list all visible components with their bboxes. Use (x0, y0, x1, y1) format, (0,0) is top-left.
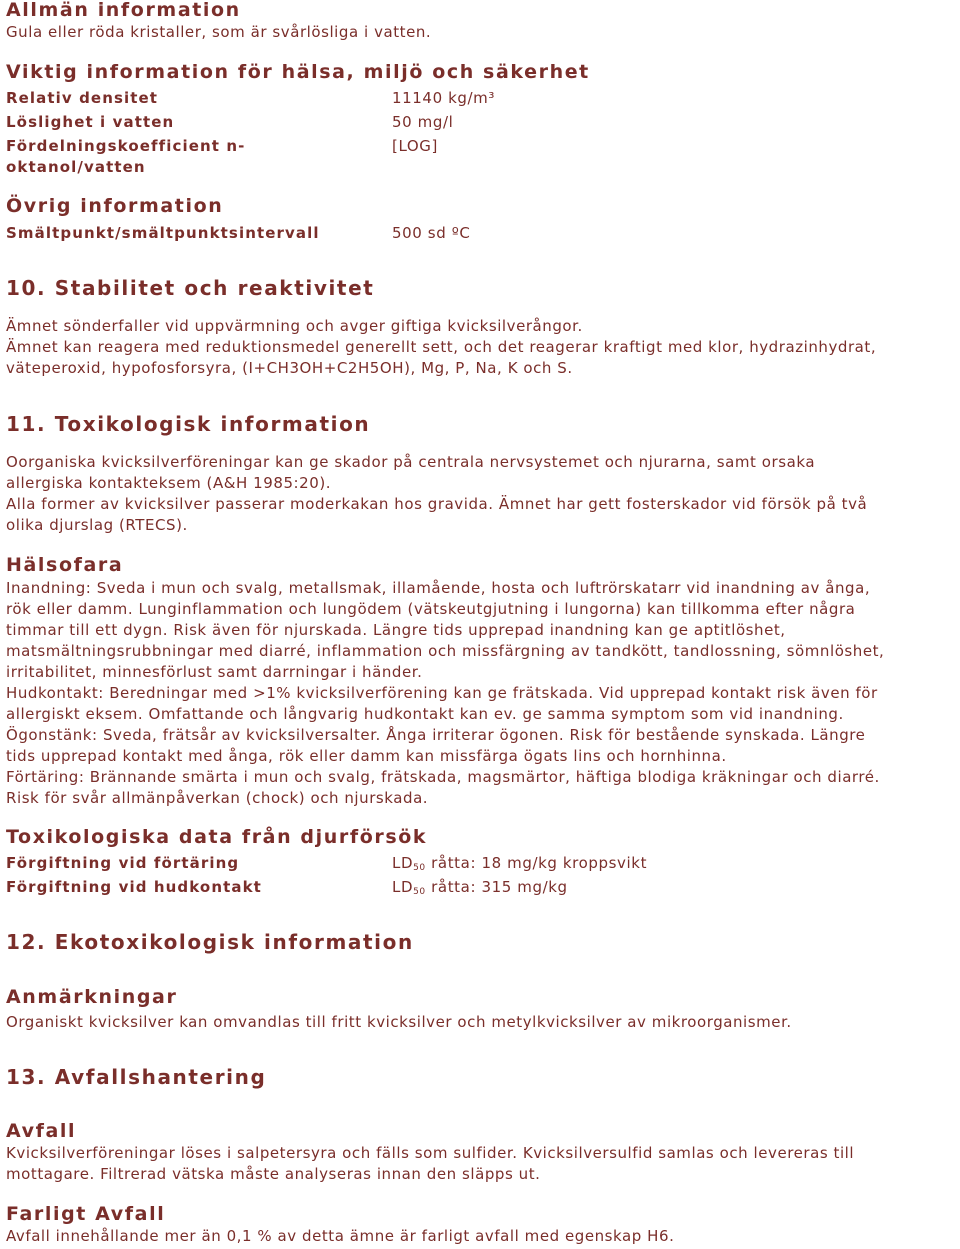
ld-subscript: 50 (413, 887, 426, 897)
hazardous-waste-text: Avfall innehållande mer än 0,1 % av detta ämne är farligt avfall med egenskap H6. (6, 1227, 675, 1245)
section-11-paragraph: Oorganiska kvicksilverföreningar kan ge skador på centrala nervsystemet och njurarna, samt orsaka (6, 453, 816, 471)
notes-heading: Anmärkningar (6, 986, 178, 1008)
hazard-line: Risk för svår allmänpåverkan (chock) och njurskada. (6, 789, 429, 807)
section-11-paragraph: Alla former av kvicksilver passerar moderkakan hos gravida. Ämnet har gett fosterskador vid försök på två (6, 495, 868, 513)
tox-value-text: råtta: 18 mg/kg kroppsvikt (425, 854, 648, 872)
waste-text: Kvicksilverföreningar löses i salpetersyra och fälls som sulfider. Kvicksilversulfid samlas och levereras till (6, 1144, 855, 1162)
notes-text: Organiskt kvicksilver kan omvandlas till fritt kvicksilver och metylkvicksilver av mikroorganismer. (6, 1013, 792, 1031)
hazard-line: Förtäring: Brännande smärta i mun och svalg, frätskada, magsmärtor, häftiga blodiga kräkningar och diarré. (6, 768, 880, 786)
property-label: Smältpunkt/smältpunktsintervall (6, 224, 320, 242)
tox-value (392, 875, 568, 899)
ld-symbol: LD (392, 854, 414, 872)
section-10-heading: 10. Stabilitet och reaktivitet (6, 276, 375, 300)
hazard-line: rök eller damm. Lunginflammation och lungödem (vätskeutgjutning i lungorna) kan tillkomma efter några (6, 600, 856, 618)
tox-label: Förgiftning vid hudkontakt (6, 878, 262, 896)
waste-heading: Avfall (6, 1120, 77, 1142)
property-value: 50 mg/l (392, 113, 454, 131)
property-label-continued: oktanol/vatten (6, 158, 146, 176)
hazard-line: Inandning: Sveda i mun och svalg, metallsmak, illamående, hosta och luftrörskatarr vid inandning av ånga, (6, 579, 871, 597)
waste-text-continued: mottagare. Filtrerad vätska måste analyseras innan den släpps ut. (6, 1165, 541, 1183)
property-value: 11140 kg/m³ (392, 89, 495, 107)
hazard-line: Ögonstänk: Sveda, frätsår av kvicksilversalter. Ånga irriterar ögonen. Risk för bestående synskada. Längre (6, 726, 866, 744)
tox-value-text: råtta: 315 mg/kg (425, 878, 568, 896)
property-value: [LOG] (392, 137, 438, 155)
ld-symbol: LD (392, 878, 414, 896)
hazard-line: allergiskt eksem. Omfattande och långvarig hudkontakt kan ev. ge samma symptom som vid inandning. (6, 705, 844, 723)
ld-subscript: 50 (413, 863, 426, 873)
tox-label: Förgiftning vid förtäring (6, 854, 240, 872)
section-10-paragraph: Ämnet sönderfaller vid uppvärmning och avger giftiga kvicksilverångor. (6, 317, 583, 335)
property-value: 500 sd ºC (392, 224, 471, 242)
health-heading: Viktig information för hälsa, miljö och säkerhet (6, 61, 590, 83)
section-11-paragraph-continued: allergiska kontakteksem (A&H 1985:20). (6, 474, 332, 492)
property-label: Fördelningskoefficient n- (6, 137, 246, 155)
property-label: Relativ densitet (6, 89, 159, 107)
hazard-text (6, 578, 951, 809)
hazard-line: matsmältningsrubbningar med diarré, inflammation och missfärgning av tandkött, tandlossning, sömnlöshet, (6, 642, 885, 660)
general-text: Gula eller röda kristaller, som är svårlösliga i vatten. (6, 23, 432, 41)
other-heading: Övrig information (6, 195, 224, 217)
section-11-paragraph-continued: olika djurslag (RTECS). (6, 516, 188, 534)
tox-value (392, 851, 647, 875)
hazardous-waste-heading: Farligt Avfall (6, 1203, 166, 1225)
section-13-heading: 13. Avfallshantering (6, 1065, 267, 1089)
hazard-line: tids upprepad kontakt med ånga, rök eller damm kan missfärga ögats lins och hornhinna. (6, 747, 727, 765)
hazard-line: Hudkontakt: Beredningar med >1% kvicksilverförening kan ge frätskada. Vid upprepad kontakt risk även för (6, 684, 878, 702)
section-11-heading: 11. Toxikologisk information (6, 412, 371, 436)
hazard-line: timmar till ett dygn. Risk även för njurskada. Längre tids upprepad inandning kan ge aptitlöshet, (6, 621, 786, 639)
section-10-paragraph-continued: väteperoxid, hypofosforsyra, (I+CH3OH+C2H5OH), Mg, P, Na, K och S. (6, 359, 573, 377)
property-label: Löslighet i vatten (6, 113, 175, 131)
section-10-paragraph: Ämnet kan reagera med reduktionsmedel generellt sett, och det reagerar kraftigt med klor, hydrazinhydrat, (6, 338, 877, 356)
general-heading: Allmän information (6, 0, 241, 21)
hazard-line: irritabilitet, minnesförlust samt darrningar i händer. (6, 663, 423, 681)
hazard-heading: Hälsofara (6, 554, 124, 576)
tox-data-heading: Toxikologiska data från djurförsök (6, 826, 428, 848)
section-12-heading: 12. Ekotoxikologisk information (6, 930, 414, 954)
